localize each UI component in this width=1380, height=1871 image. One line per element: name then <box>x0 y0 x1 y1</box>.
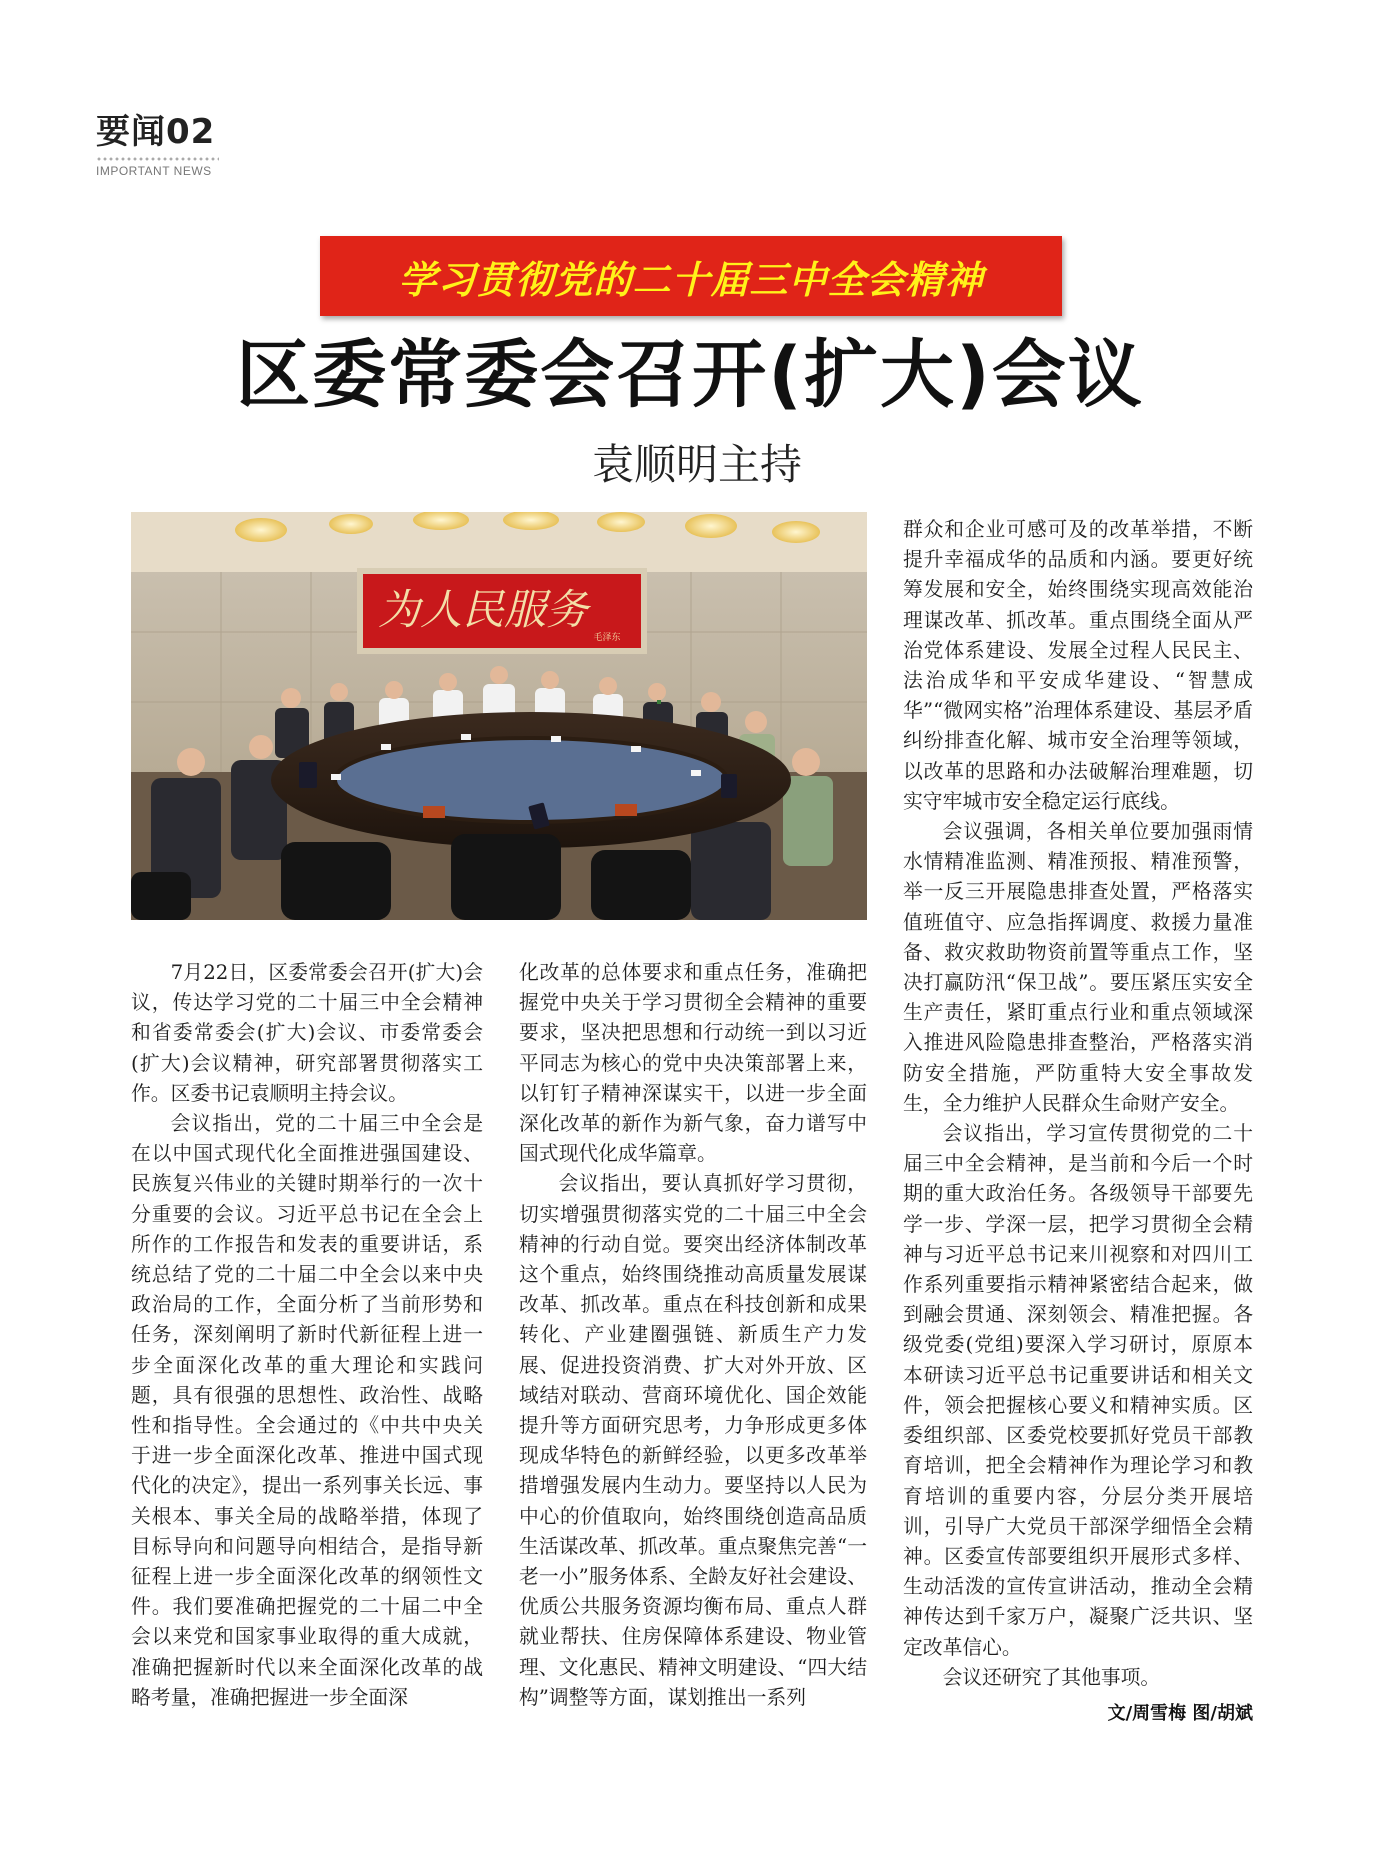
article-paragraph: 7月22日，区委常委会召开(扩大)会议，传达学习党的二十届三中全会精神和省委常委会(扩大)会议、市委常委会(扩大)会议精神，研究部署贯彻落实工作。区委书记袁顺明主持会议。 <box>131 961 483 1105</box>
subheadline: 袁顺明主持 <box>591 440 802 489</box>
conference-table <box>271 712 791 848</box>
article-column-2 <box>519 958 867 1713</box>
article-column-3 <box>903 515 1253 1729</box>
article-paragraph: 会议强调，各相关单位要加强雨情水情精准监测、精准预报、精准预警，举一反三开展隐患排查处置，严格落实值班值守、应急指挥调度、救援力量准备、救灾救助物资前置等重点工作，坚决打赢防汛“保卫战”。要压紧压实安全生产责任，紧盯重点行业和重点领域深入推进风险隐患排查整治，严格落实消防安全措施，严防重特大安全事故发生，全力维护人民群众生命财产安全。 <box>903 820 1253 1115</box>
svg-text:为人民服务: 为人民服务 <box>377 585 589 634</box>
topic-banner <box>320 236 1062 316</box>
meeting-photo-illustration <box>131 512 867 920</box>
topic-banner-text: 学习贯彻党的二十届三中全会精神 <box>398 257 984 302</box>
article-paragraph: 化改革的总体要求和重点任务，准确把握党中央关于学习贯彻全会精神的重要要求，坚决把思想和行动统一到以习近平同志为核心的党中央决策部署上来，以钉钉子精神深谋实干，以进一步全面深化改革的新作为新气象，奋力谱写中国式现代化成华篇章。 <box>519 961 867 1166</box>
article-paragraph: 群众和企业可感可及的改革举措，不断提升幸福成华的品质和内涵。要更好统筹发展和安全，始终围绕实现高效能治理谋改革、抓改革。重点围绕全面从严治党体系建设、发展全过程人民民主、法治成华和平安成华建设、“智慧成华”“微网实格”治理体系建设、基层矛盾纠纷排查化解、城市安全治理等领域，以改革的思路和办法破解治理难题，切实守牢城市安全稳定运行底线。 <box>903 518 1253 813</box>
article-paragraph: 会议指出，要认真抓好学习贯彻，切实增强贯彻落实党的二十届三中全会精神的行动自觉。要突出经济体制改革这个重点，始终围绕推动高质量发展谋改革、抓改革。重点在科技创新和成果转化、产业建圈强链、新质生产力发展、促进投资消费、扩大对外开放、区域结对联动、营商环境优化、国企效能提升等方面研究思考，力争形成更多体现成华特色的新鲜经验，以更多改革举措增强发展内生动力。要坚持以人民为中心的价值取向，始终围绕创造高品质生活谋改革、抓改革。重点聚焦完善“一老一小”服务体系、全龄友好社会建设、优质公共服务资源均衡布局、重点人群就业帮扶、住房保障体系建设、物业管理、文化惠民、精神文明建设、“四大结构”调整等方面，谋划推出一系列 <box>519 1172 867 1709</box>
article-column-1 <box>131 958 483 1713</box>
headline: 区委常委会召开(扩大)会议 <box>236 332 1144 418</box>
section-divider <box>96 156 219 162</box>
article-paragraph: 会议指出，学习宣传贯彻党的二十届三中全会精神，是当前和今后一个时期的重大政治任务。各级领导干部要先学一步、学深一层，把学习贯彻全会精神与习近平总书记来川视察和对四川工作系列重要指示精神紧密结合起来，做到融会贯通、深刻领会、精准把握。各级党委(党组)要深入学习研讨，原原本本研读习近平总书记重要讲话和相关文件，领会把握核心要义和精神实质。区委组织部、区委党校要抓好党员干部教育培训，把全会精神作为理论学习和教育培训的重要内容，分层分类开展培训，引导广大党员干部深学细悟全会精神。区委宣传部要组织开展形式多样、生动活泼的宣传宣讲活动，推动全会精神传达到千家万户，凝聚广泛共识、坚定改革信心。 <box>903 1122 1253 1659</box>
section-title: 要闻02 <box>96 112 216 152</box>
meeting-photo <box>131 512 867 920</box>
article-paragraph: 会议还研究了其他事项。 <box>942 1665 1161 1689</box>
calligraphy-banner <box>357 568 647 654</box>
section-subtitle: IMPORTANT NEWS <box>96 164 212 178</box>
section-header <box>96 112 219 178</box>
byline: 文/周雪梅 图/胡斌 <box>1107 1702 1253 1724</box>
article-paragraph: 会议指出，党的二十届三中全会是在以中国式现代化全面推进强国建设、民族复兴伟业的关键时期举行的一次十分重要的会议。习近平总书记在全会上所作的工作报告和发表的重要讲话，系统总结了党的二十届二中全会以来中央政治局的工作，全面分析了当前形势和任务，深刻阐明了新时代新征程上进一步全面深化改革的重大理论和实践问题，具有很强的思想性、政治性、战略性和指导性。全会通过的《中共中央关于进一步全面深化改革、推进中国式现代化的决定》，提出一系列事关长远、事关根本、事关全局的战略举措，体现了目标导向和问题导向相结合，是指导新征程上进一步全面深化改革的纲领性文件。我们要准确把握党的二十届二中全会以来党和国家事业取得的重大成就，准确把握新时代以来全面深化改革的战略考量，准确把握进一步全面深 <box>131 1112 483 1709</box>
svg-text:毛泽东: 毛泽东 <box>593 633 621 643</box>
